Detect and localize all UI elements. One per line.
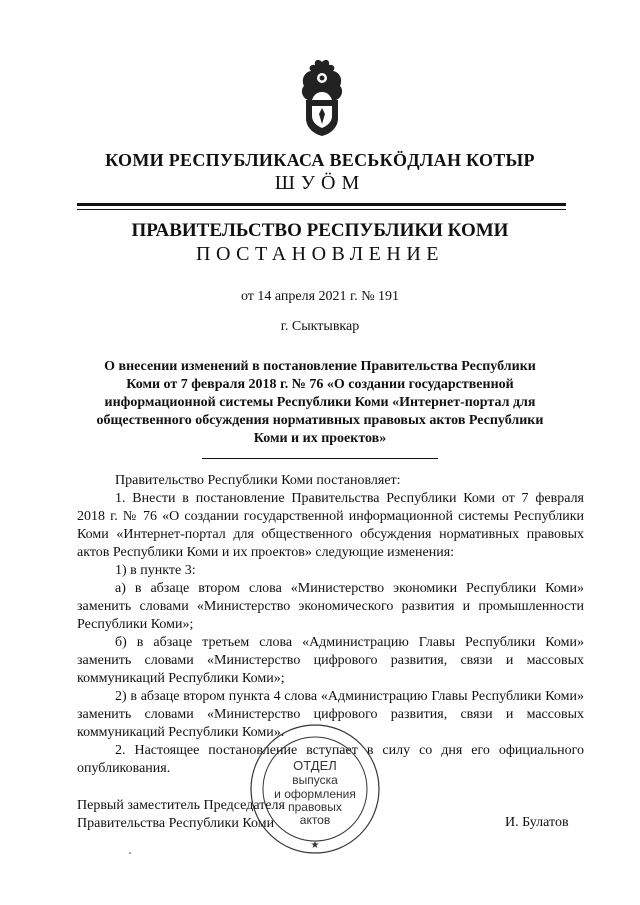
body-intro: Правительство Республики Коми постановляет: <box>115 473 401 488</box>
coat-of-arms-emblem <box>298 56 346 138</box>
komi-government-title: КОМИ РЕСПУБЛИКАСА ВЕСЬКӦДЛАН КОТЫР <box>105 150 535 170</box>
header-divider-thick <box>77 203 566 206</box>
official-stamp <box>248 722 382 856</box>
russian-government-title: ПРАВИТЕЛЬСТВО РЕСПУБЛИКИ КОМИ <box>131 220 509 241</box>
body-item-1-1-a: а) в абзаце втором слова «Министерство экономики Республики Коми» заменить словами «Министерство экономического развития и промышленности Республики Коми»; <box>77 581 584 632</box>
signatory-name: И. Булатов <box>505 815 569 830</box>
stamp-line-5: актов <box>299 813 331 827</box>
stamp-star-icon: ★ <box>310 840 320 851</box>
body-item-1-1: 1) в пункте 3: <box>115 563 196 578</box>
body-item-1-2: 2) в абзаце втором пункта 4 слова «Администрацию Главы Республики Коми» заменить словами «Министерство цифрового развития, связи и массовых коммуникаций Республики Коми». <box>77 689 584 740</box>
resolution-date-number: от 14 апреля 2021 г. № 191 <box>240 289 400 304</box>
resolution-city: г. Сыктывкар <box>280 319 360 334</box>
signatory-position-line1: Первый заместитель Председателя <box>77 798 285 813</box>
stamp-line-4: правовых <box>288 800 342 814</box>
title-underline <box>202 458 438 459</box>
scan-speck <box>129 852 131 854</box>
russian-resolution-title: ПОСТАНОВЛЕНИЕ <box>196 243 444 265</box>
body-item-1: 1. Внести в постановление Правительства Республики Коми от 7 февраля 2018 г. № 76 «О создании государственной информационной системы Республики Коми «Интернет-портал для общественного обсуждения нормативных правовых актов Республики Коми и их проектов» следующие изменения: <box>77 491 584 560</box>
signatory-position-line2: Правительства Республики Коми <box>77 816 275 831</box>
resolution-title: О внесении изменений в постановление Правительства Республики Коми от 7 февраля 2018 г. № 76 «О создании государственной информационной системы Республики Коми «Интернет-портал для общественного обсуждения нормативных правовых актов Республики Коми и их проектов» <box>96 359 544 446</box>
stamp-line-3: и оформления <box>274 787 356 801</box>
body-item-1-1-b: б) в абзаце третьем слова «Администрацию Главы Республики Коми» заменить словами «Министерство цифрового развития, связи и массовых коммуникаций Республики Коми»; <box>77 635 584 686</box>
komi-resolution-title: ШУӦМ <box>274 172 366 194</box>
stamp-line-1: ОТДЕЛ <box>293 758 337 773</box>
body-item-2: 2. Настоящее постановление вступает в силу со дня его официального опубликования. <box>77 743 584 776</box>
header-divider-thin <box>77 209 566 210</box>
stamp-line-2: выпуска <box>292 773 338 787</box>
